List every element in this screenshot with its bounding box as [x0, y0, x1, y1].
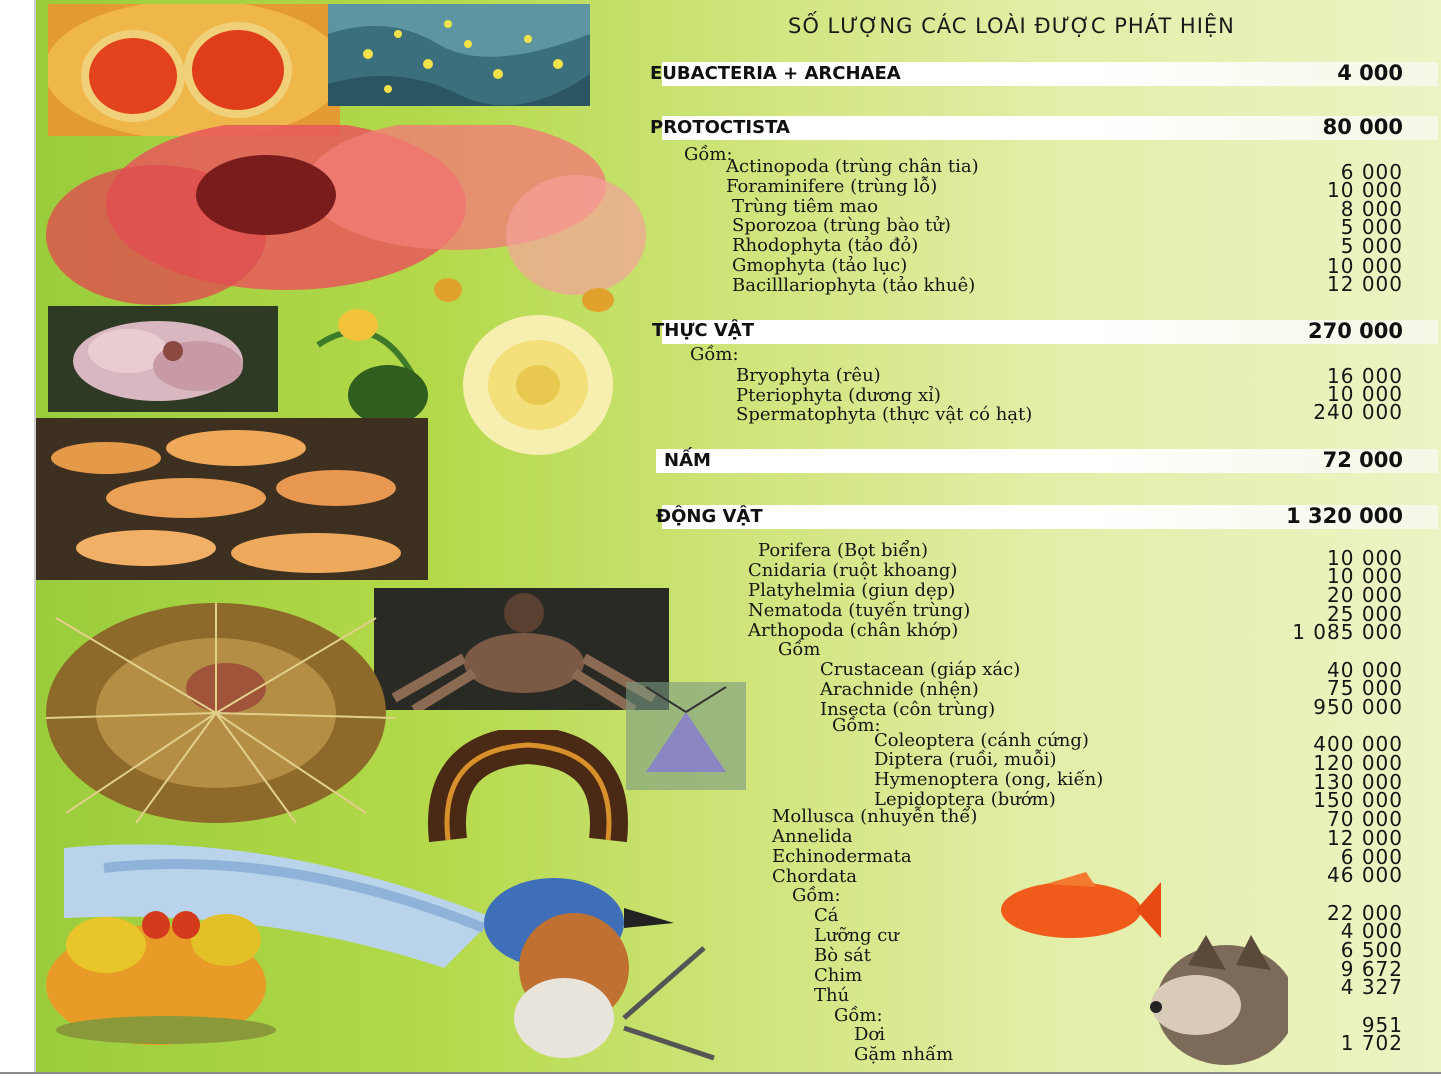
- nam-band: [656, 449, 1438, 473]
- list-item-value: 12 000: [1327, 272, 1403, 296]
- mushrooms-photo: [36, 418, 428, 580]
- list-item: Arthopoda (chân khớp): [748, 620, 959, 641]
- wolf-photo: [1076, 925, 1288, 1065]
- page-title: SỐ LƯỢNG CÁC LOÀI ĐƯỢC PHÁT HIỆN: [788, 14, 1235, 38]
- list-item: Spermatophyta (thực vật có hạt): [736, 404, 1033, 425]
- list-item: Sporozoa (trùng bào tử): [732, 215, 951, 236]
- list-item: Echinodermata: [772, 846, 912, 867]
- list-item-value: 5 000: [1340, 215, 1403, 239]
- list-item-value: 40 000: [1327, 658, 1403, 682]
- list-item-value: 46 000: [1327, 863, 1403, 887]
- eubacteria-value: 4 000: [1337, 61, 1403, 85]
- bacteria-photo: [48, 4, 340, 136]
- list-item: Actinopoda (trùng chân tia): [726, 156, 979, 177]
- list-item-value: 951: [1361, 1013, 1403, 1037]
- list-item-value: 16 000: [1327, 364, 1403, 388]
- list-item: Rhodophyta (tảo đỏ): [732, 235, 919, 256]
- list-item: Cnidaria (ruột khoang): [748, 560, 958, 581]
- list-item-value: 4 000: [1340, 919, 1403, 943]
- list-item-value: 10 000: [1327, 178, 1403, 202]
- list-item-value: 22 000: [1327, 901, 1403, 925]
- nam-value: 72 000: [1322, 448, 1403, 472]
- thucvat-name: THỰC VẬT: [652, 320, 754, 341]
- list-item: Gmophyta (tảo lục): [732, 255, 908, 276]
- list-item: Trùng tiêm mao: [732, 196, 879, 217]
- sea-urchin-photo: [36, 598, 436, 828]
- list-item-value: 10 000: [1327, 546, 1403, 570]
- list-item: Crustacean (giáp xác): [820, 659, 1021, 680]
- list-item-value: 10 000: [1327, 564, 1403, 588]
- list-item-value: 70 000: [1327, 807, 1403, 831]
- list-item-value: 25 000: [1327, 602, 1403, 626]
- list-item: Bryophyta (rêu): [736, 365, 881, 386]
- list-item-value: 75 000: [1327, 676, 1403, 700]
- list-item: Hymenoptera (ong, kiến): [874, 769, 1104, 790]
- infographic-page: [36, 0, 1441, 1072]
- list-item: Coleoptera (cánh cứng): [874, 730, 1089, 751]
- dongvat-name: ĐỘNG VẬT: [656, 506, 763, 527]
- list-item-value: 950 000: [1313, 695, 1403, 719]
- list-item-value: 400 000: [1313, 732, 1403, 756]
- chordata-includes: Gồm:: [792, 885, 841, 906]
- thucvat-includes: Gồm:: [690, 344, 739, 365]
- arthropoda-includes: Gồm: [778, 639, 821, 660]
- list-item-value: 1 702: [1340, 1031, 1403, 1055]
- list-item-value: 20 000: [1327, 583, 1403, 607]
- protoctista-name: PROTOCTISTA: [650, 117, 790, 138]
- list-item: Dơi: [854, 1024, 886, 1045]
- list-item: Pteriophyta (dương xỉ): [736, 385, 941, 406]
- page-bottom-border: [0, 1072, 1441, 1083]
- list-item: Arachnide (nhện): [820, 679, 979, 700]
- list-item: Insecta (côn trùng): [820, 699, 996, 720]
- list-item-value: 6 000: [1340, 160, 1403, 184]
- list-item-value: 4 327: [1340, 975, 1403, 999]
- list-item-value: 150 000: [1313, 788, 1403, 812]
- list-item: Diptera (ruồi, muỗi): [874, 749, 1057, 770]
- list-item: Thú: [814, 985, 850, 1006]
- list-item-value: 240 000: [1313, 400, 1403, 424]
- list-item-value: 130 000: [1313, 770, 1403, 794]
- list-item: Lưỡng cư: [814, 925, 899, 946]
- protoctista-includes: Gồm:: [684, 144, 733, 165]
- list-item: Cá: [814, 905, 839, 926]
- list-item: Gặm nhấm: [854, 1044, 954, 1065]
- list-item: Nematoda (tuyến trùng): [748, 600, 971, 621]
- list-item: Bacilllariophyta (tảo khuê): [732, 275, 976, 296]
- list-item: Annelida: [772, 826, 853, 847]
- list-item: Foraminifere (trùng lỗ): [726, 176, 938, 197]
- dongvat-value: 1 320 000: [1286, 504, 1403, 528]
- magnolia-photo: [48, 306, 278, 412]
- page-left-edge: [34, 0, 36, 1072]
- tree-frog-photo: [36, 905, 286, 1055]
- list-item-value: 6 500: [1340, 938, 1403, 962]
- thucvat-value: 270 000: [1308, 319, 1403, 343]
- cells-micrograph: [328, 4, 590, 106]
- eubacteria-name: EUBACTERIA + ARCHAEA: [650, 63, 901, 84]
- list-item-value: 1 085 000: [1292, 620, 1403, 644]
- list-item: Porifera (Bọt biển): [758, 540, 928, 561]
- insecta-includes: Gồm:: [832, 715, 881, 736]
- list-item-value: 6 000: [1340, 845, 1403, 869]
- nam-name: NẤM: [664, 450, 711, 471]
- list-item-value: 120 000: [1313, 751, 1403, 775]
- protoctista-value: 80 000: [1322, 115, 1403, 139]
- list-item-value: 10 000: [1327, 382, 1403, 406]
- list-item-value: 8 000: [1340, 197, 1403, 221]
- list-item: Mollusca (nhuyễn thể): [772, 806, 978, 827]
- list-item: Bò sát: [814, 945, 871, 966]
- list-item-value: 12 000: [1327, 826, 1403, 850]
- list-item: Platyhelmia (giun dẹp): [748, 580, 956, 601]
- mammal-includes: Gồm:: [834, 1005, 883, 1026]
- list-item-value: 5 000: [1340, 234, 1403, 258]
- list-item-value: 10 000: [1327, 254, 1403, 278]
- list-item: Chordata: [772, 866, 858, 887]
- list-item: Lepidoptera (bướm): [874, 789, 1056, 810]
- list-item-value: 9 672: [1340, 957, 1403, 981]
- list-item: Chim: [814, 965, 863, 986]
